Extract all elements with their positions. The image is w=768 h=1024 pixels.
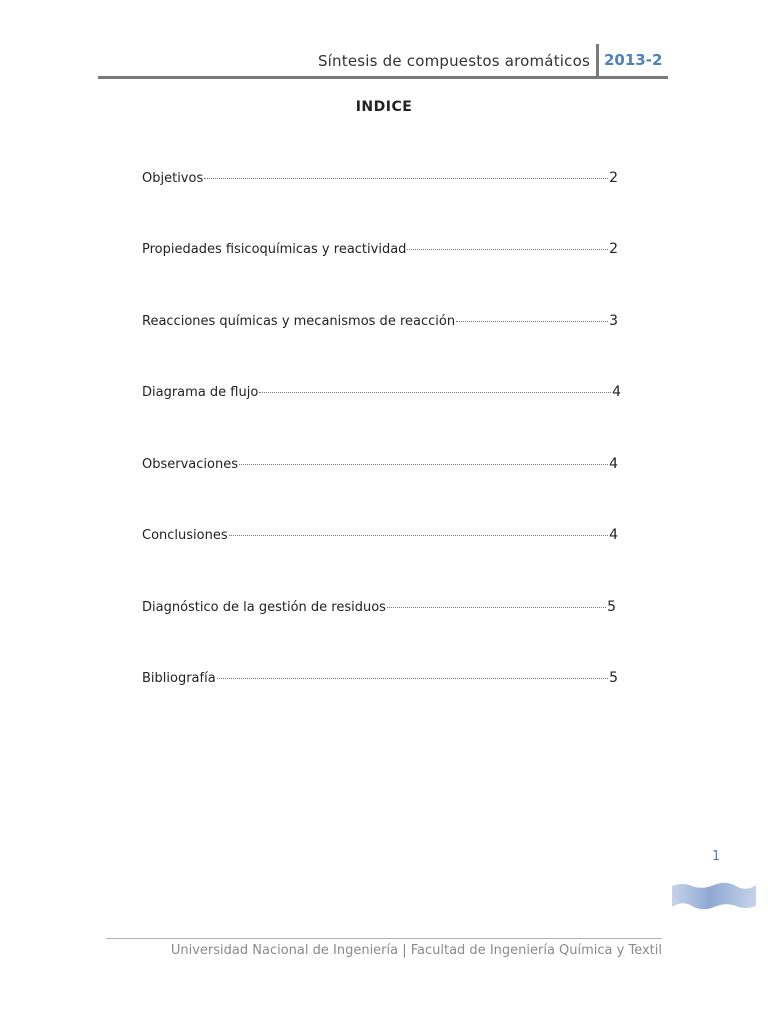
toc-entry-propiedades: [142, 241, 618, 261]
toc-entry-page: 4: [609, 456, 618, 472]
toc-dot-leader: [229, 535, 608, 536]
toc-entry-page: 5: [607, 599, 616, 615]
toc-entry-label: Diagrama de flujo: [142, 385, 259, 400]
toc-entry-label: Diagnóstico de la gestión de residuos: [142, 600, 386, 615]
toc-entry-page: 3: [609, 313, 618, 329]
toc-entry-page: 2: [609, 241, 618, 257]
page-tab-decoration: [672, 882, 756, 910]
footer-rule: [106, 938, 662, 939]
toc-entry-reacciones: [142, 313, 618, 333]
toc-entry-diagnostico: [142, 599, 616, 619]
toc-entry-label: Bibliografía: [142, 671, 216, 686]
toc-dot-leader: [259, 392, 611, 393]
toc-entry-conclusiones: [142, 527, 618, 547]
toc-entry-objetivos: [142, 170, 618, 190]
toc-entry-diagrama: [142, 384, 621, 404]
toc-dot-leader: [407, 249, 608, 250]
toc-entry-observaciones: [142, 456, 618, 476]
header-year: 2013-2: [604, 51, 663, 69]
toc-entry-label: Objetivos: [142, 171, 204, 186]
toc-dot-leader: [387, 607, 606, 608]
toc-dot-leader: [239, 464, 608, 465]
footer-text: Universidad Nacional de Ingeniería | Facultad de Ingeniería Química y Textil: [170, 943, 662, 958]
page-number: 1: [712, 849, 721, 864]
toc-entry-label: Observaciones: [142, 457, 238, 472]
header-title: Síntesis de compuestos aromáticos: [317, 52, 590, 70]
header-rule: [98, 76, 668, 79]
toc-dot-leader: [456, 321, 608, 322]
toc-entry-page: 4: [612, 384, 621, 400]
toc-entry-page: 4: [609, 527, 618, 543]
toc-dot-leader: [204, 178, 608, 179]
toc-entry-label: Conclusiones: [142, 528, 228, 543]
toc-entry-page: 2: [609, 170, 618, 186]
toc-title: INDICE: [355, 99, 413, 115]
toc-entry-page: 5: [609, 670, 618, 686]
toc-entry-bibliografia: [142, 670, 618, 690]
toc-entry-label: Reacciones químicas y mecanismos de reacción: [142, 314, 456, 329]
toc-entry-label: Propiedades fisicoquímicas y reactividad: [142, 242, 407, 257]
toc-dot-leader: [217, 678, 608, 679]
header-divider: [596, 44, 599, 78]
